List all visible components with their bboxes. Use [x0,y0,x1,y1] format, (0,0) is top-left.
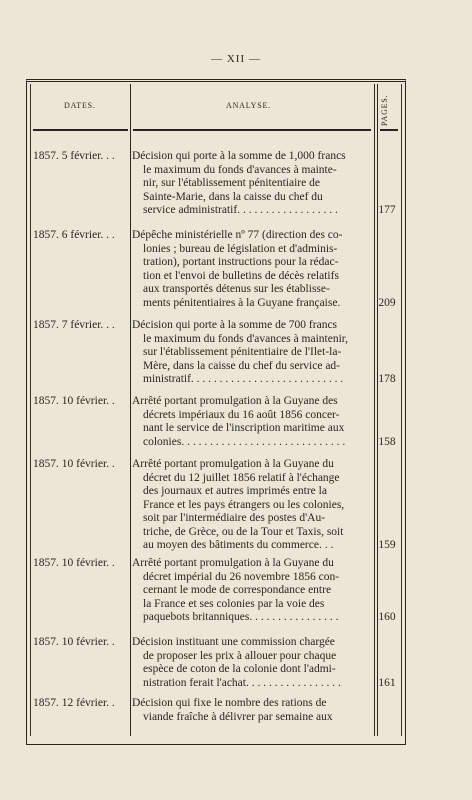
entry-date: 1857. 10 février. . [33,636,115,648]
analysis-line: nistration ferait l'achat. . . . . . . . . . . . . . . . . [143,676,341,689]
analysis-line: Arrêté portant promulgation à la Guyane du [132,557,334,569]
analysis-line: Arrêté portant promulgation à la Guyane du [132,458,334,470]
analysis-line: aux transportés détenus sur les établisse- [143,283,330,295]
analysis-line: Décision qui porte à la somme de 1,000 francs [132,150,346,162]
analysis-line: ministratif. . . . . . . . . . . . . . . . . . . . . . . . . . . [143,373,344,385]
header-dates: DATES. [64,101,96,110]
entry-page-number: 159 [378,539,396,551]
analysis-line: lonies ; bureau de législation et d'adminis- [143,242,338,255]
entry-analysis [132,557,370,625]
entry-date: 1857. 5 février. . . [33,150,115,162]
analysis-line: viande fraîche à délivrer par semaine aux [143,710,333,723]
entry-page-number: 177 [378,204,396,216]
analysis-line: soit par l'intermédiaire des postes d'Au- [143,512,326,524]
analysis-line: décret impérial du 26 novembre 1856 con- [143,570,340,583]
analysis-line: décret du 12 juillet 1856 relatif à l'échange [143,471,340,484]
entry-analysis [132,150,370,218]
entry-analysis [132,395,370,449]
page-folio: — XII — [211,53,261,65]
analysis-line: sur l'établissement pénitentiaire de l'Ilet-la- [143,346,342,358]
analysis-line: de proposer les prix à allouer pour chaque [143,649,337,662]
entry-date: 1857. 10 février. . [33,395,115,407]
entry-analysis [132,229,370,310]
entry-page-number: 209 [378,296,396,309]
analysis-line: espèce de coton de la colonie dont l'admi- [143,663,336,675]
analysis-line: cernant le mode de correspondance entre [143,584,332,596]
header-analyse: ANALYSE. [226,101,271,110]
analysis-line: la France et ses colonies par la voie des [143,597,325,610]
entry-page-number: 161 [378,676,396,689]
analysis-line: décrets impériaux du 16 août 1856 concer- [143,408,340,421]
analysis-line: ments pénitentiaires à la Guyane française. [143,296,341,309]
header-rule-dates [33,129,128,131]
analysis-line: France et les pays étrangers ou les colonies, [143,498,345,511]
analysis-line: colonies. . . . . . . . . . . . . . . . . . . . . . . . . . . . . [143,435,346,448]
entry-analysis [132,458,370,553]
entry-analysis [132,319,370,387]
analysis-line: des journaux et autres imprimés entre la [143,485,327,497]
analysis-line: le maximum du fonds d'avances à maintenir, [143,332,349,345]
analysis-line: Arrêté portant promulgation à la Guyane des [132,395,338,407]
entry-date: 1857. 7 février. . . [33,319,115,331]
analysis-line: Décision qui porte à la somme de 700 francs [132,319,338,331]
entry-page-number: 160 [378,611,396,623]
analysis-line: service administratif. . . . . . . . . . . . . . . . . . [143,204,338,216]
entry-analysis [132,697,370,724]
entry-date: 1857. 10 février. . [33,557,115,569]
entry-analysis [132,636,370,690]
analysis-line: Décision instituant une commission chargée [132,636,335,648]
analysis-line: Dépêche ministérielle nº 77 (direction des co- [132,229,343,241]
analysis-line: paquebots britanniques. . . . . . . . . . . . . . . . [143,611,339,623]
analysis-line: nant le service de l'inscription maritime aux [143,422,345,434]
header-rule-analyse [133,129,371,131]
analysis-line: Mère, dans la caisse du chef du service ad- [143,359,341,372]
analysis-line: Décision qui fixe le nombre des rations de [132,697,327,709]
analysis-line: tration), portant instructions pour la rédac- [143,256,339,268]
analysis-line: au moyen des bâtiments du commerce. . . [143,539,334,551]
analysis-line: Sainte-Marie, dans la caisse du chef du [143,190,323,203]
analysis-line: triche, de Grèce, ou de la Tour et Taxis, soit [143,525,344,538]
entry-date: 1857. 10 février. . [33,458,115,470]
header-pages: PAGES. [380,94,389,126]
column-rule-pages-double [377,84,378,736]
entry-date: 1857. 6 février. . . [33,229,115,241]
entry-page-number: 178 [378,373,396,385]
analysis-line: nir, sur l'établissement pénitentiaire de [143,177,320,189]
column-rule-dates [130,84,131,736]
entry-page-number: 158 [378,435,396,448]
analysis-line: le maximum du fonds d'avances à mainte- [143,163,337,176]
entry-date: 1857. 12 février. . [33,697,115,709]
analysis-line: tion et l'envoi de bulletins de décès relatifs [143,269,339,282]
column-rule-pages [374,84,375,736]
